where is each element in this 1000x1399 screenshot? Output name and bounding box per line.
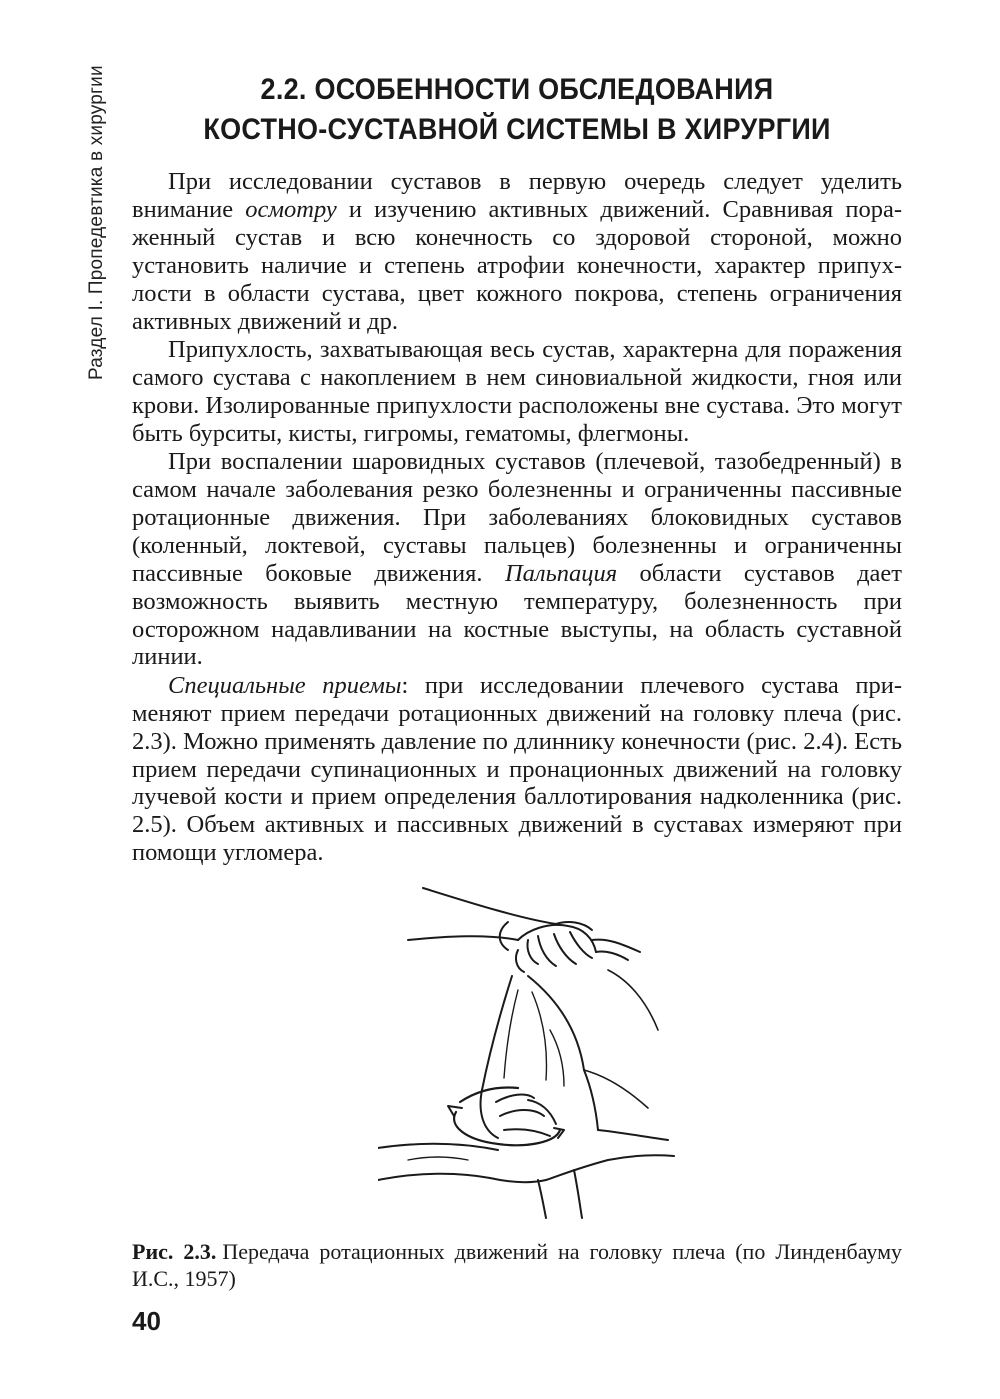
paragraph-4: Специальные приемы: при исследовании плечевого сустава применяют прием передачи ротационных движений на головку плеча (рис. 2.3). Можно применять давление по длиннику конечности (рис. 2.4). Есть прием передачи супинационных и пронационных движений на головку лучевой кости и прием определения баллотирования надколенника (рис. 2.5). Объем активных и пассивных движений в суставах измеряют при помощи угломера. [132, 671, 902, 867]
body-text [132, 168, 902, 867]
paragraph-1: При исследовании суставов в первую очередь следует уделить внимание осмотру и изучению активных движений. Сравнивая пораженный сустав и всю конечность со здоровой стороной, можно установить наличие и степень атрофии конечности, характер припухлости в области сустава, цвет кожного покрова, степень ограничения активных движений и др. [132, 168, 903, 335]
caption-text: Передача ротационных движений на головку плеча (по Линденбауму И.С., 1957) [132, 1239, 902, 1291]
figure-caption [132, 1238, 902, 1292]
figure-2-3 [378, 880, 678, 1220]
page-number: 40 [132, 1306, 161, 1336]
caption-label: Рис. 2.3. [132, 1239, 217, 1264]
running-header: Раздел I. Пропедевтика в хирургии [86, 65, 107, 380]
shoulder-rotation-exam-illustration [378, 880, 678, 1220]
emphasis-inspection: осмотру [245, 195, 337, 223]
paragraph-3: При воспалении шаровидных суставов (плечевой, тазобедренный) в самом начале заболевания резко болезненны и ограниченны пассивные ротационные движения. При заболеваниях блоковидных суставов (коленный, локтевой, суставы пальцев) болезненны и ограниченны пассивные боковые движения. Пальпация области суставов дает возможность выявить местную температуру, болезненность при осторожном надавливании на костные выступы, на область суставной линии. [132, 448, 902, 671]
emphasis-special-techniques: Специальные приемы [168, 671, 402, 699]
section-title-line-1: 2.2. ОСОБЕННОСТИ ОБСЛЕДОВАНИЯ [260, 73, 774, 106]
section-title [171, 70, 864, 150]
emphasis-palpation: Пальпация [504, 559, 618, 587]
paragraph-2: Припухлость, захватывающая весь сустав, характерна для поражения самого сустава с накоплением в нем синовиальной жидкости, гноя или крови. Изолированные припухлости расположены вне сустава. Это могут быть бурситы, кисты, гигромы, гематомы, флегмоны. [132, 335, 902, 447]
section-title-line-2: КОСТНО-СУСТАВНОЙ СИСТЕМЫ В ХИРУРГИИ [203, 113, 831, 146]
